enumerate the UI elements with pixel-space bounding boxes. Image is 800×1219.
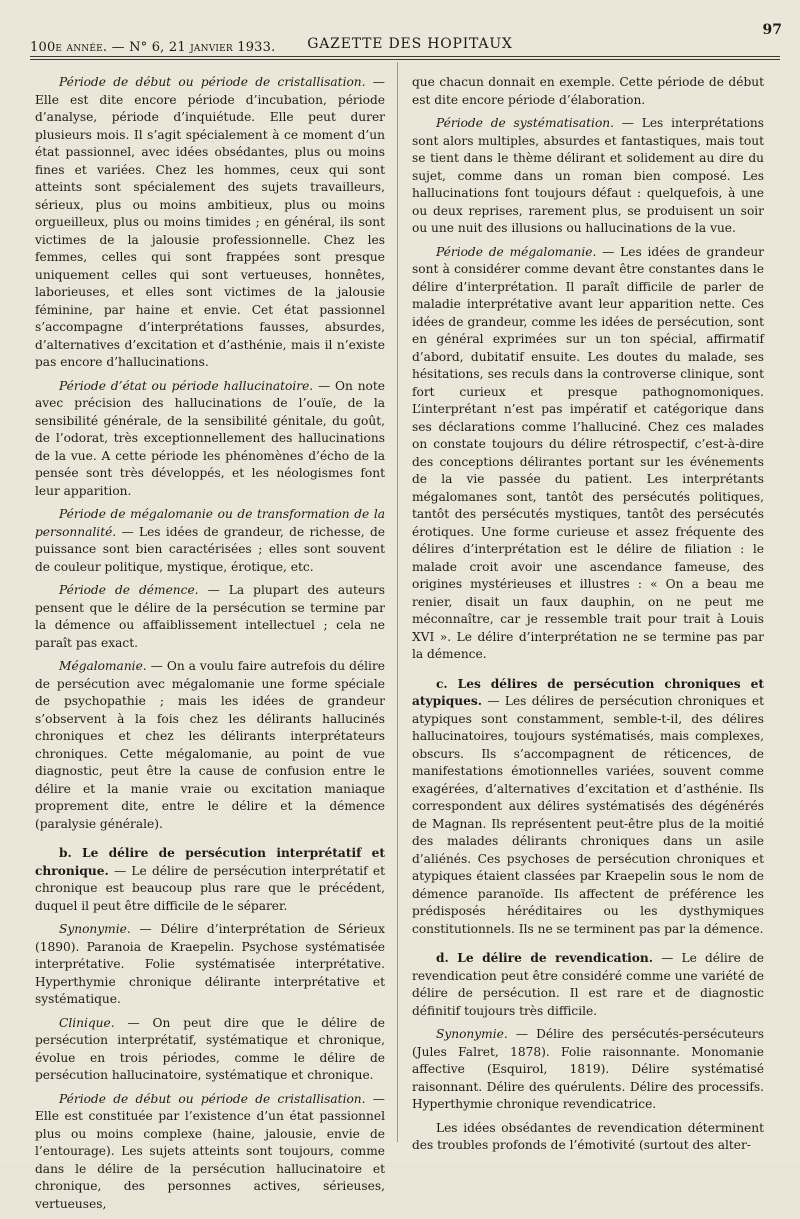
- paragraph-text: — Les idées de grandeur sont à considérer comme devant être constantes dans le délire d’interprétation. Il paraît difficile de parler de maladie interprétative avant leur apparition nette. Ces idées de grandeur, comme les idées de persécution, sont en général exprimées sur un ton spécial, affirmatif d’abord, dubitatif ensuite. Les doutes du malade, ses hésitations, ses reculs dans la controverse clinique, sont fort curieux et presque pathognomoniques. L’interprétant n’est pas impératif et catégorique dans ses déclarations comme l’halluciné. Chez ces malades on constate toujours du délire rétrospectif, c’est-à-dire des conceptions délirantes portant sur les événements de la vie passée du patient. Les interprétants mégalomanes sont, tantôt des persécutés politiques, tantôt des persécutés mystiques, tantôt des persécutés érotiques. Une forme curieuse et assez fréquente des délires d’interprétation est le délire de filiation : le malade croit avoir une ascendance fameuse, des origines mystérieuses et illustres : « On a beau me renier, disait un faux dauphin, on ne peut me méconnaître, car je ressemble trait pour trait à Louis XVI ». Le délire d’interprétation ne se termine pas par la démence.: [412, 244, 764, 661]
- paragraph: [35, 658, 385, 833]
- paragraph: [412, 115, 764, 238]
- paragraph-text: Les idées obsédantes de revendication déterminent des troubles profonds de l’émotivité (surtout des alter-: [412, 1120, 764, 1152]
- section-title: Période de démence.: [59, 583, 199, 597]
- paragraph-text: — Les délires de persécution chroniques et atypiques sont constamment, semble-t-il, des délires hallucinatoires, toujours systématisés, mais complexes, obscurs. Ils s’accompagnent de réticences, de manifestations émotionnelles variées, souvent comme exagérées, d’alternatives d’excitation et d’asthénie. Ils correspondent aux délires systématisés des dégénérés de Magnan. Ils représentent peut-être plus de la moitié des malades délirants chroniques dans un asile d’aliénés. Ces psychoses de persécution chroniques et atypiques étaient classées par Kraepelin sous le nom de démence paranoïde. Ils affectent de préférence les prédisposés héréditaires ou les dysthymiques constitutionnels. Ils ne se terminent pas par la démence.: [412, 694, 764, 936]
- paragraph-text: que chacun donnait en exemple. Cette période de début est dite encore période d’élaboration.: [412, 75, 764, 107]
- section-title: Période de mégalomanie ou de transformation de la personnalité.: [35, 507, 385, 539]
- journal-title: GAZETTE DES HOPITAUX: [307, 36, 513, 52]
- paragraph-text: — Délire des persécutés-persécuteurs (Jules Falret, 1878). Folie raisonnante. Monomanie affective (Esquirol, 1819). Délire systématisé raisonnant. Délire des quérulents. Délire des processifs. Hyperthymie chronique revendicatrice.: [412, 1027, 764, 1111]
- section-title: Synonymie.: [436, 1027, 508, 1041]
- paragraph-text: — On a voulu faire autrefois du délire de persécution avec mégalomanie une forme spéciale de psychopathie ; mais les idées de grandeur s’observent à la fois chez les délirants hallucinés chroniques et chez les délirants interprétateurs chroniques. Cette mégalomanie, au point de vue diagnostic, peut être la cause de confusion entre le délire et la manie vraie ou excitation maniaque proprement dite, entre le délire et la démence (paralysie générale).: [35, 659, 385, 831]
- paragraph-text: — Le délire de persécution interprétatif et chronique est beaucoup plus rare que le précédent, duquel il peut être difficile de le séparer.: [35, 863, 385, 913]
- paragraph: [412, 74, 764, 109]
- section-title: Période de mégalomanie.: [436, 244, 597, 259]
- paragraph: [35, 1091, 385, 1214]
- paragraph: [412, 244, 764, 664]
- section-title: Synonymie.: [59, 922, 131, 936]
- right-column: [412, 74, 764, 1161]
- section-title: Période de début ou période de cristallisation.: [59, 1091, 366, 1106]
- page-header: [30, 22, 782, 60]
- issue-info: 100e année. — N° 6, 21 janvier 1933.: [30, 40, 276, 55]
- paragraph: [412, 950, 764, 1020]
- section-title: Période de début ou période de cristallisation.: [59, 75, 366, 89]
- section-title: Mégalomanie.: [59, 659, 147, 673]
- header-rule: [30, 56, 780, 57]
- section-title: Période d’état ou période hallucinatoire.: [59, 378, 314, 393]
- paragraph-text: — Délire d’interprétation de Sérieux (1890). Paranoia de Kraepelin. Psychose systématisée interprétative. Folie systématisée interprétative. Hyperthymie chronique délirante interprétative et systématique.: [35, 922, 385, 1006]
- left-column: [35, 74, 385, 1219]
- paragraph: [35, 506, 385, 576]
- section-heading: c. Les délires de persécution chroniques et atypiques.: [412, 676, 764, 708]
- paragraph: [35, 921, 385, 1009]
- paragraph: [35, 1015, 385, 1085]
- paragraph: [412, 676, 764, 939]
- header-rule-double: [30, 59, 780, 60]
- column-divider: [397, 62, 398, 1142]
- paragraph-text: — On note avec précision des hallucinations de l’ouïe, de la sensibilité générale, de la sensibilité génitale, du goût, de l’odorat, très exceptionnellement des hallucinations de la vue. A cette période les phénomènes d’écho de la pensée sont très développés, et les néologismes font leur apparition.: [35, 378, 385, 498]
- paragraph-text: — Les idées de grandeur, de richesse, de puissance sont bien caractérisées ; elles sont souvent de couleur politique, mystique, érotique, etc.: [35, 524, 385, 574]
- paragraph-text: — Le délire de revendication peut être considéré comme une variété de délire de persécution. Il est rare et de diagnostic définitif toujours très difficile.: [412, 951, 764, 1018]
- paragraph: [35, 582, 385, 652]
- paragraph-text: — La plupart des auteurs pensent que le délire de la persécution se termine par la démence ou affaiblissement intellectuel ; cela ne paraît pas exact.: [35, 583, 386, 650]
- paragraph-text: — Elle est constituée par l’existence d’un état passionnel plus ou moins complexe (haine, jalousie, envie de l’entourage). Les sujets atteints sont toujours, comme dans le délire de la persécution hallucinatoire et chronique, des personnes actives, sérieuses, vertueuses,: [35, 1091, 385, 1211]
- section-heading: d. Le délire de revendication.: [436, 951, 654, 965]
- paragraph-text: — On peut dire que le délire de persécution interprétatif, systématique et chronique, évolue en trois périodes, comme le délire de persécution hallucinatoire, systématique et chronique.: [35, 1015, 385, 1082]
- section-heading: b. Le délire de persécution interprétatif et chronique.: [35, 846, 385, 878]
- paragraph: [35, 74, 385, 372]
- section-title: Période de systématisation.: [436, 116, 615, 130]
- section-title: Clinique.: [59, 1015, 115, 1030]
- paragraph: [35, 378, 385, 501]
- paragraph: [35, 845, 385, 915]
- paragraph-text: — Les interprétations sont alors multiples, absurdes et fantastiques, mais tout se tient dans le thème délirant et solidement au dire du sujet, comme dans un roman bien composé. Les hallucinations font toujours défaut : quelquefois, à une ou deux reprises, rarement plus, se produisent un soir ou une nuit des illusions ou hallucinations de la vue.: [412, 116, 765, 235]
- paragraph: [412, 1026, 764, 1114]
- paragraph-text: — Elle est dite encore période d’incubation, période d’analyse, période d’inquiétude. Elle peut durer plusieurs mois. Il s’agit spécialement à ce moment d’un état passionnel, avec idées obsédantes, plus ou moins fines et variées. Chez les hommes, ceux qui sont atteints sont spécialement des sujets travailleurs, sérieux, plus ou moins ambitieux, plus ou moins orgueilleux, plus ou moins timides ; en général, ils sont victimes de la jalousie professionnelle. Chez les femmes, celles qui sont frappées sont presque uniquement celles qui sont vertueuses, honnêtes, laborieuses, et elles sont victimes de la jalousie féminine, par haine et envie. Cet état passionnel s’accompagne d’interprétations fausses, absurdes, d’alternatives d’excitation et d’asthénie, mais il n’existe pas encore d’hallucinations.: [35, 75, 385, 369]
- page-number: 97: [762, 22, 782, 38]
- paragraph: [412, 1120, 764, 1155]
